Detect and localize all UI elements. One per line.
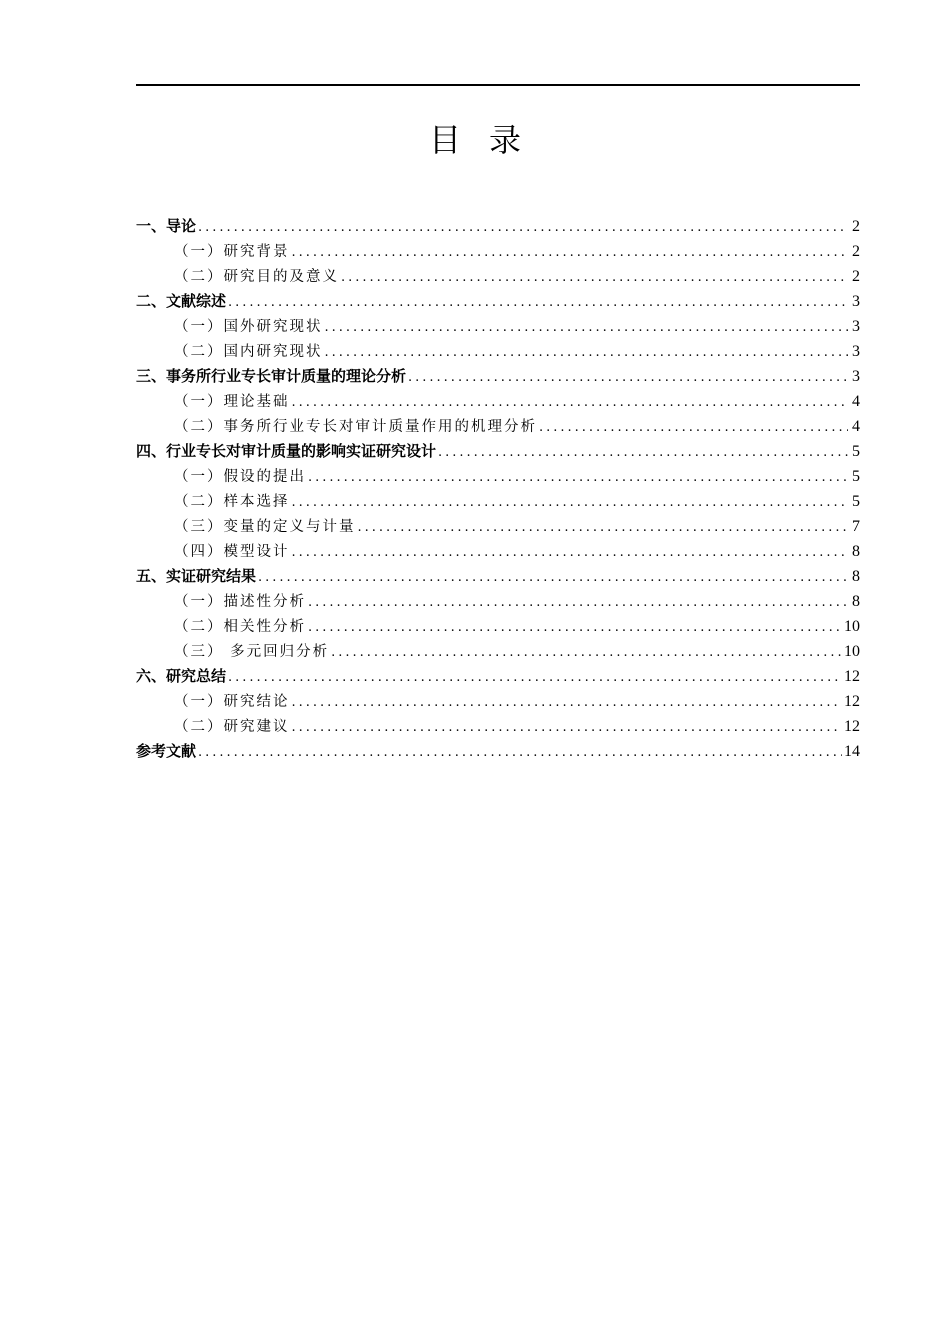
toc-entry-label: （二）相关性分析 xyxy=(174,619,306,635)
toc-entry[interactable] xyxy=(136,464,860,489)
toc-page-number: 8 xyxy=(852,543,860,560)
toc-entry[interactable] xyxy=(136,439,860,464)
toc-page-number: 2 xyxy=(852,268,860,285)
toc-dot-leader xyxy=(341,265,848,290)
toc-dot-leader xyxy=(198,215,848,240)
toc-dot-leader xyxy=(292,540,849,565)
toc-dot-leader xyxy=(308,465,848,490)
toc-page-number: 14 xyxy=(844,743,860,760)
toc-entry[interactable] xyxy=(136,589,860,614)
toc-page-number: 3 xyxy=(852,318,860,335)
toc-dot-leader xyxy=(292,390,849,415)
toc-entry[interactable] xyxy=(136,714,860,739)
toc-entry[interactable] xyxy=(136,214,860,239)
toc-dot-leader xyxy=(292,715,843,740)
toc-dot-leader xyxy=(198,740,842,765)
toc-entry[interactable] xyxy=(136,689,860,714)
toc-dot-leader xyxy=(258,565,848,590)
toc-entry-label: （二）研究目的及意义 xyxy=(174,269,339,285)
toc-page-number: 12 xyxy=(844,668,860,685)
toc-page-number: 4 xyxy=(852,393,860,410)
toc-entry-label: （一）国外研究现状 xyxy=(174,319,323,335)
toc-dot-leader xyxy=(438,440,848,465)
toc-entry[interactable] xyxy=(136,414,860,439)
toc-dot-leader xyxy=(308,590,848,615)
table-of-contents xyxy=(136,214,860,764)
toc-page-number: 7 xyxy=(852,518,860,535)
toc-entry-label: （二）事务所行业专长对审计质量作用的机理分析 xyxy=(174,419,537,435)
toc-page-number: 8 xyxy=(852,593,860,610)
toc-dot-leader xyxy=(228,665,842,690)
toc-page-number: 2 xyxy=(852,243,860,260)
toc-entry[interactable] xyxy=(136,739,860,764)
toc-entry[interactable] xyxy=(136,564,860,589)
toc-entry-label: （一）研究背景 xyxy=(174,244,290,260)
toc-entry[interactable] xyxy=(136,339,860,364)
toc-entry-label: （二）国内研究现状 xyxy=(174,344,323,360)
page-title: 目录 xyxy=(428,121,549,159)
toc-entry-label: 一、导论 xyxy=(136,217,197,235)
toc-entry-label: （二）研究建议 xyxy=(174,719,290,735)
toc-dot-leader xyxy=(358,515,849,540)
toc-entry[interactable] xyxy=(136,239,860,264)
toc-entry-label: （三）变量的定义与计量 xyxy=(174,519,356,535)
toc-entry-label: 三、事务所行业专长审计质量的理论分析 xyxy=(136,367,407,385)
header-rule xyxy=(136,84,860,86)
toc-entry-label: 六、研究总结 xyxy=(136,667,227,685)
toc-entry[interactable] xyxy=(136,539,860,564)
toc-dot-leader xyxy=(292,240,849,265)
toc-dot-leader xyxy=(325,340,849,365)
toc-entry-label: 四、行业专长对审计质量的影响实证研究设计 xyxy=(136,442,437,460)
toc-dot-leader xyxy=(331,640,842,665)
toc-page-number: 2 xyxy=(852,218,860,235)
toc-page-number: 10 xyxy=(844,643,860,660)
toc-dot-leader xyxy=(325,315,849,340)
toc-page-number: 8 xyxy=(852,568,860,585)
toc-entry[interactable] xyxy=(136,664,860,689)
toc-page-number: 5 xyxy=(852,493,860,510)
toc-entry-label: 五、实证研究结果 xyxy=(136,567,257,585)
toc-entry-label: （二）样本选择 xyxy=(174,494,290,510)
toc-entry-label: （四）模型设计 xyxy=(174,544,290,560)
toc-page-number: 10 xyxy=(844,618,860,635)
toc-entry[interactable] xyxy=(136,314,860,339)
toc-entry-label: （三） 多元回归分析 xyxy=(174,644,330,660)
toc-entry-label: （一）假设的提出 xyxy=(174,469,306,485)
toc-page-number: 5 xyxy=(852,443,860,460)
toc-entry[interactable] xyxy=(136,514,860,539)
toc-entry-label: （一）理论基础 xyxy=(174,394,290,410)
toc-page-number: 3 xyxy=(852,343,860,360)
toc-page-number: 5 xyxy=(852,468,860,485)
toc-dot-leader xyxy=(292,690,843,715)
toc-entry[interactable] xyxy=(136,264,860,289)
toc-page-number: 3 xyxy=(852,293,860,310)
toc-entry[interactable] xyxy=(136,289,860,314)
toc-entry-label: 二、文献综述 xyxy=(136,292,227,310)
toc-entry-label: （一）研究结论 xyxy=(174,694,290,710)
toc-dot-leader xyxy=(539,415,848,440)
toc-page-number: 3 xyxy=(852,368,860,385)
toc-entry[interactable] xyxy=(136,389,860,414)
toc-entry[interactable] xyxy=(136,489,860,514)
toc-entry-label: （一）描述性分析 xyxy=(174,594,306,610)
toc-entry[interactable] xyxy=(136,614,860,639)
toc-page-number: 12 xyxy=(844,693,860,710)
toc-entry[interactable] xyxy=(136,639,860,664)
toc-entry-label: 参考文献 xyxy=(136,742,197,760)
toc-page-number: 4 xyxy=(852,418,860,435)
toc-dot-leader xyxy=(408,365,848,390)
toc-dot-leader xyxy=(308,615,842,640)
toc-dot-leader xyxy=(292,490,849,515)
toc-page-number: 12 xyxy=(844,718,860,735)
toc-entry[interactable] xyxy=(136,364,860,389)
toc-dot-leader xyxy=(228,290,848,315)
